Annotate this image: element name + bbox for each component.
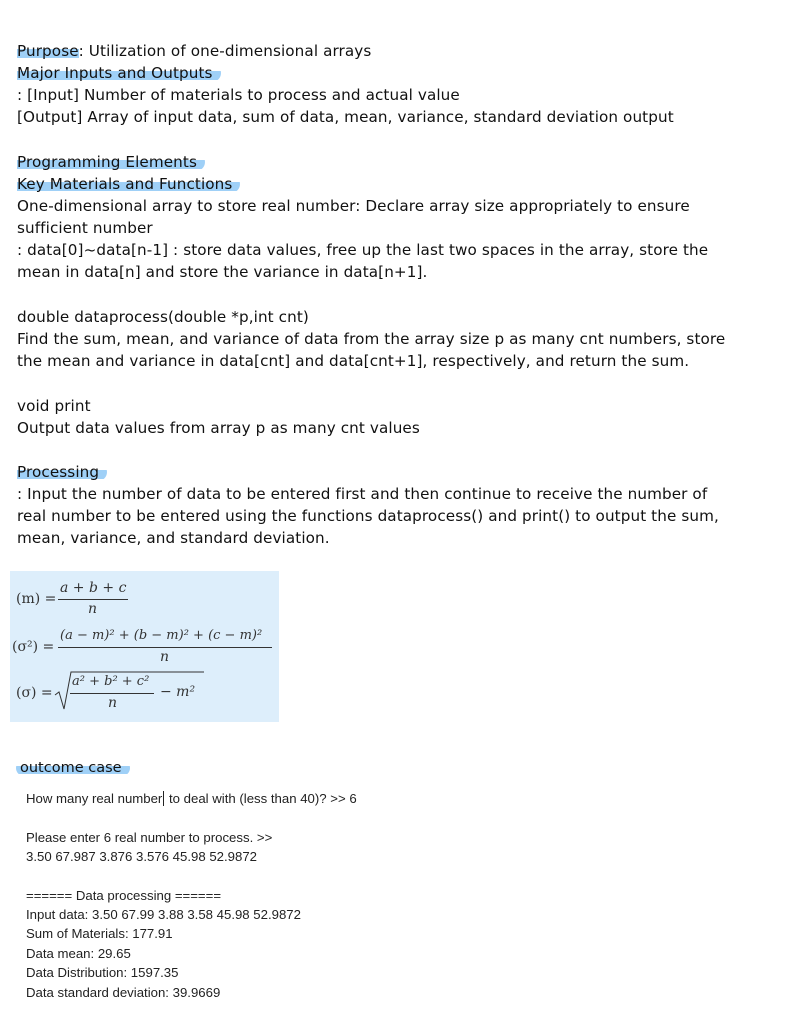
func2-signature: void print [17,397,91,415]
array-desc-2: sufficient number [17,219,153,237]
input-tag: [Input] [27,86,80,104]
sd-lhs: (σ) = [16,685,53,701]
input-line: : [Input] Number of materials to process and actual value [17,86,460,104]
func1-desc-2: the mean and variance in data[cnt] and data[cnt+1], respectively, and return the sum. [17,352,690,370]
prompt-part-b: to deal with (less than 40)? >> 6 [165,791,357,806]
formula-box [10,571,279,722]
prompt-part-a: How many real number [26,791,163,806]
sd-fraction-bar [70,693,154,694]
input-data-line: Input data: 3.50 67.99 3.88 3.58 45.98 52.9872 [26,907,301,922]
processing-desc-1: : Input the number of data to be entered first and then continue to receive the number of [17,485,708,503]
output-tag: [Output] [17,108,83,126]
programming-subheading: Key Materials and Functions [17,173,240,195]
mean-denominator: n [88,601,98,617]
output-text: Array of input data, sum of data, mean, variance, standard deviation output [82,108,674,126]
prompt-line [26,789,357,809]
variance-numerator: (a − m)² + (b − m)² + (c − m)² [60,628,263,643]
purpose-text: : Utilization of one-dimensional arrays [78,42,372,60]
programming-heading: Programming Elements [17,151,205,173]
input-text: Number of materials to process and actual value [79,86,460,104]
mean-lhs: (m) = [16,591,57,607]
sum-line: Sum of Materials: 177.91 [26,926,173,941]
output-line [17,106,674,128]
purpose-line [17,40,371,62]
processing-desc-3: mean, variance, and standard deviation. [17,529,330,547]
processing-heading: Processing [17,461,107,483]
enter-prompt: Please enter 6 real number to process. >> [26,830,273,845]
processing-desc-2: real number to be entered using the functions dataprocess() and print() to output the sum, [17,507,719,525]
func1-desc-1: Find the sum, mean, and variance of data from the array size p as many cnt numbers, store [17,330,726,348]
entered-values: 3.50 67.987 3.876 3.576 45.98 52.9872 [26,849,257,864]
func2-desc: Output data values from array p as many cnt values [17,419,420,437]
sd-line: Data standard deviation: 39.9669 [26,985,221,1000]
sd-denominator: n [108,695,118,711]
section-title: ====== Data processing ====== [26,888,222,903]
sd-tail: − m² [160,684,196,700]
mean-line: Data mean: 29.65 [26,946,131,961]
mean-fraction-bar [58,599,128,600]
mean-numerator: a + b + c [60,580,127,596]
purpose-label: Purpose [17,42,79,60]
outcome-heading: outcome case [16,760,130,776]
array-desc-4: mean in data[n] and store the variance in data[n+1]. [17,263,428,281]
variance-lhs: (σ²) = [12,639,55,655]
variance-denominator: n [160,649,170,665]
sd-numerator: a² + b² + c² [72,674,150,689]
array-desc-3: : data[0]~data[n-1] : store data values, free up the last two spaces in the array, store the [17,241,709,259]
distribution-line: Data Distribution: 1597.35 [26,965,179,980]
variance-fraction-bar [58,647,272,648]
func1-signature: double dataprocess(double *p,int cnt) [17,308,309,326]
array-desc-1: One-dimensional array to store real number: Declare array size appropriately to ensure [17,197,690,215]
io-heading: Major Inputs and Outputs [17,62,221,84]
